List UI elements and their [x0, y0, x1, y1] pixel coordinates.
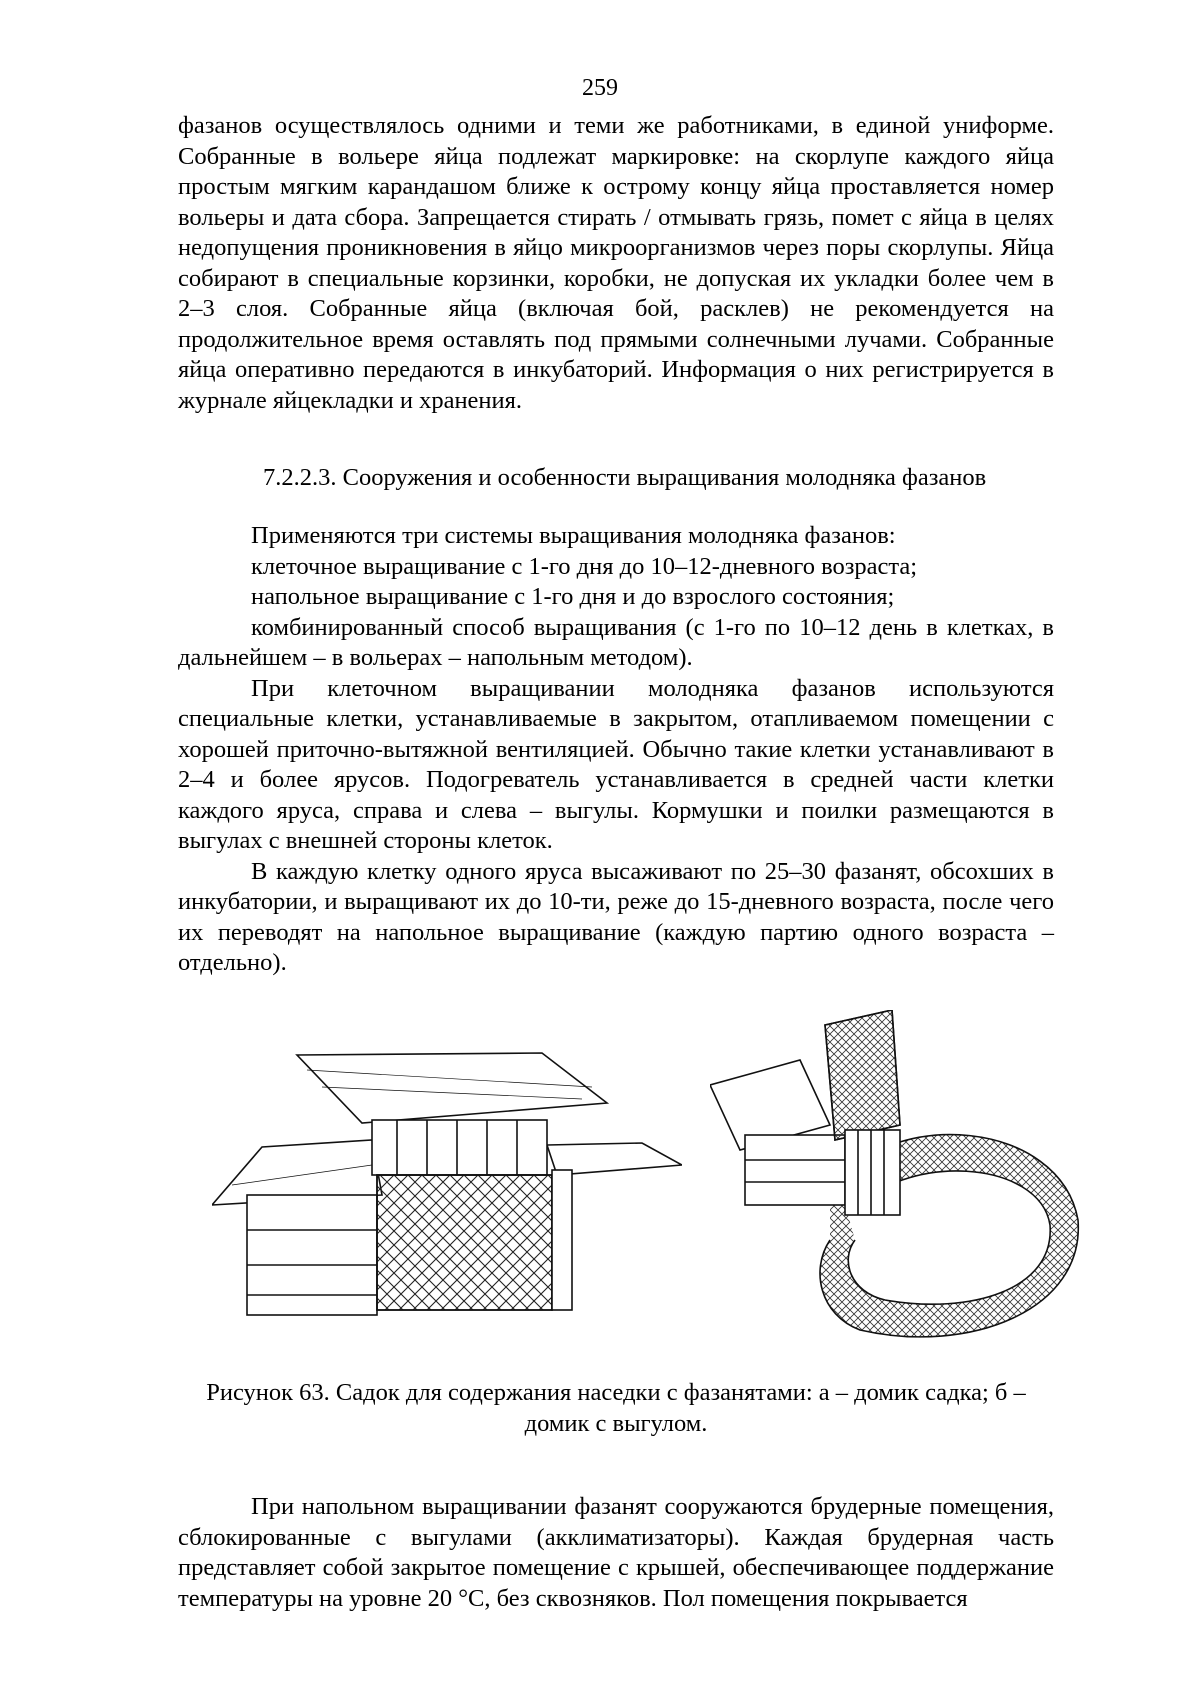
system-item-3: комбинированный способ выращивания (с 1-го по 10–12 день в клетках, в дальнейшем – в вольерах – напольным методом). — [178, 613, 1054, 671]
transfer-paragraph: В каждую клетку одного яруса высаживают по 25–30 фазанят, обсохших в инкубатории, и выращивают их до 10-ти, реже до 15-дневного возраста, после чего их переводят на напольное выращивание (каждую партию одного возраста – отдельно). — [178, 857, 1054, 976]
floor-paragraph: При напольном выращивании фазанят сооружаются брудерные помещения, сблокированные с выгулами (акклиматизаторы). Каждая брудерная часть представляет собой закрытое помещение с крышей, обеспечивающее поддержание температуры на уровне 20 °С, без сквозняков. Пол помещения покрывается — [178, 1493, 1054, 1612]
systems-block — [178, 521, 1054, 979]
systems-intro: Применяются три системы выращивания молодняка фазанов: — [251, 522, 896, 549]
system-item-1: клеточное выращивание с 1-го дня до 10–12-дневного возраста; — [251, 552, 918, 580]
figure-a-coop-house-drawing — [212, 1035, 682, 1330]
cage-paragraph: При клеточном выращивании молодняка фазанов используются специальные клетки, устанавливаемые в закрытом, отапливаемом помещении с хорошей приточно-вытяжной вентиляцией. Обычно такие клетки устанавливают в 2–4 и более ярусов. Подогреватель устанавливается в средней части клетки каждого яруса, справа и слева – выгулы. Кормушки и поилки размещаются в выгулах с внешней стороны клеток. — [178, 674, 1054, 854]
page-number: 259 — [582, 75, 618, 101]
figure-b-coop-with-run-drawing — [710, 1010, 1080, 1355]
section-heading: 7.2.2.3. Сооружения и особенности выращивания молодняка фазанов — [263, 464, 987, 491]
system-item-2: напольное выращивание с 1-го дня и до взрослого состояния; — [251, 583, 895, 610]
figure-caption: Рисунок 63. Садок для содержания наседки с фазанятами: а – домик садка; б – домик с выгулом. — [206, 1379, 1026, 1437]
top-paragraph: фазанов осуществлялось одними и теми же работниками, в единой униформе. Собранные в вольере яйца подлежат маркировке: на скорлупе каждого яйца простым мягким карандашом ближе к острому концу яйца проставляется номер вольеры и дата сбора. Запрещается стирать / отмывать грязь, помет с яйца в целях недопущения проникновения в яйцо микроорганизмов через поры скорлупы. Яйца собирают в специальные корзинки, коробки, не допуская их укладки более чем в 2–3 слоя. Собранные яйца (включая бой, расклев) не рекомендуется на продолжительное время оставлять под прямыми солнечными лучами. Собранные яйца оперативно передаются в инкубаторий. Информация о них регистрируется в журнале яйцекладки и хранения. — [178, 112, 1054, 414]
floor-paragraph-block — [178, 1492, 1054, 1614]
top-paragraph-block — [178, 111, 1054, 416]
